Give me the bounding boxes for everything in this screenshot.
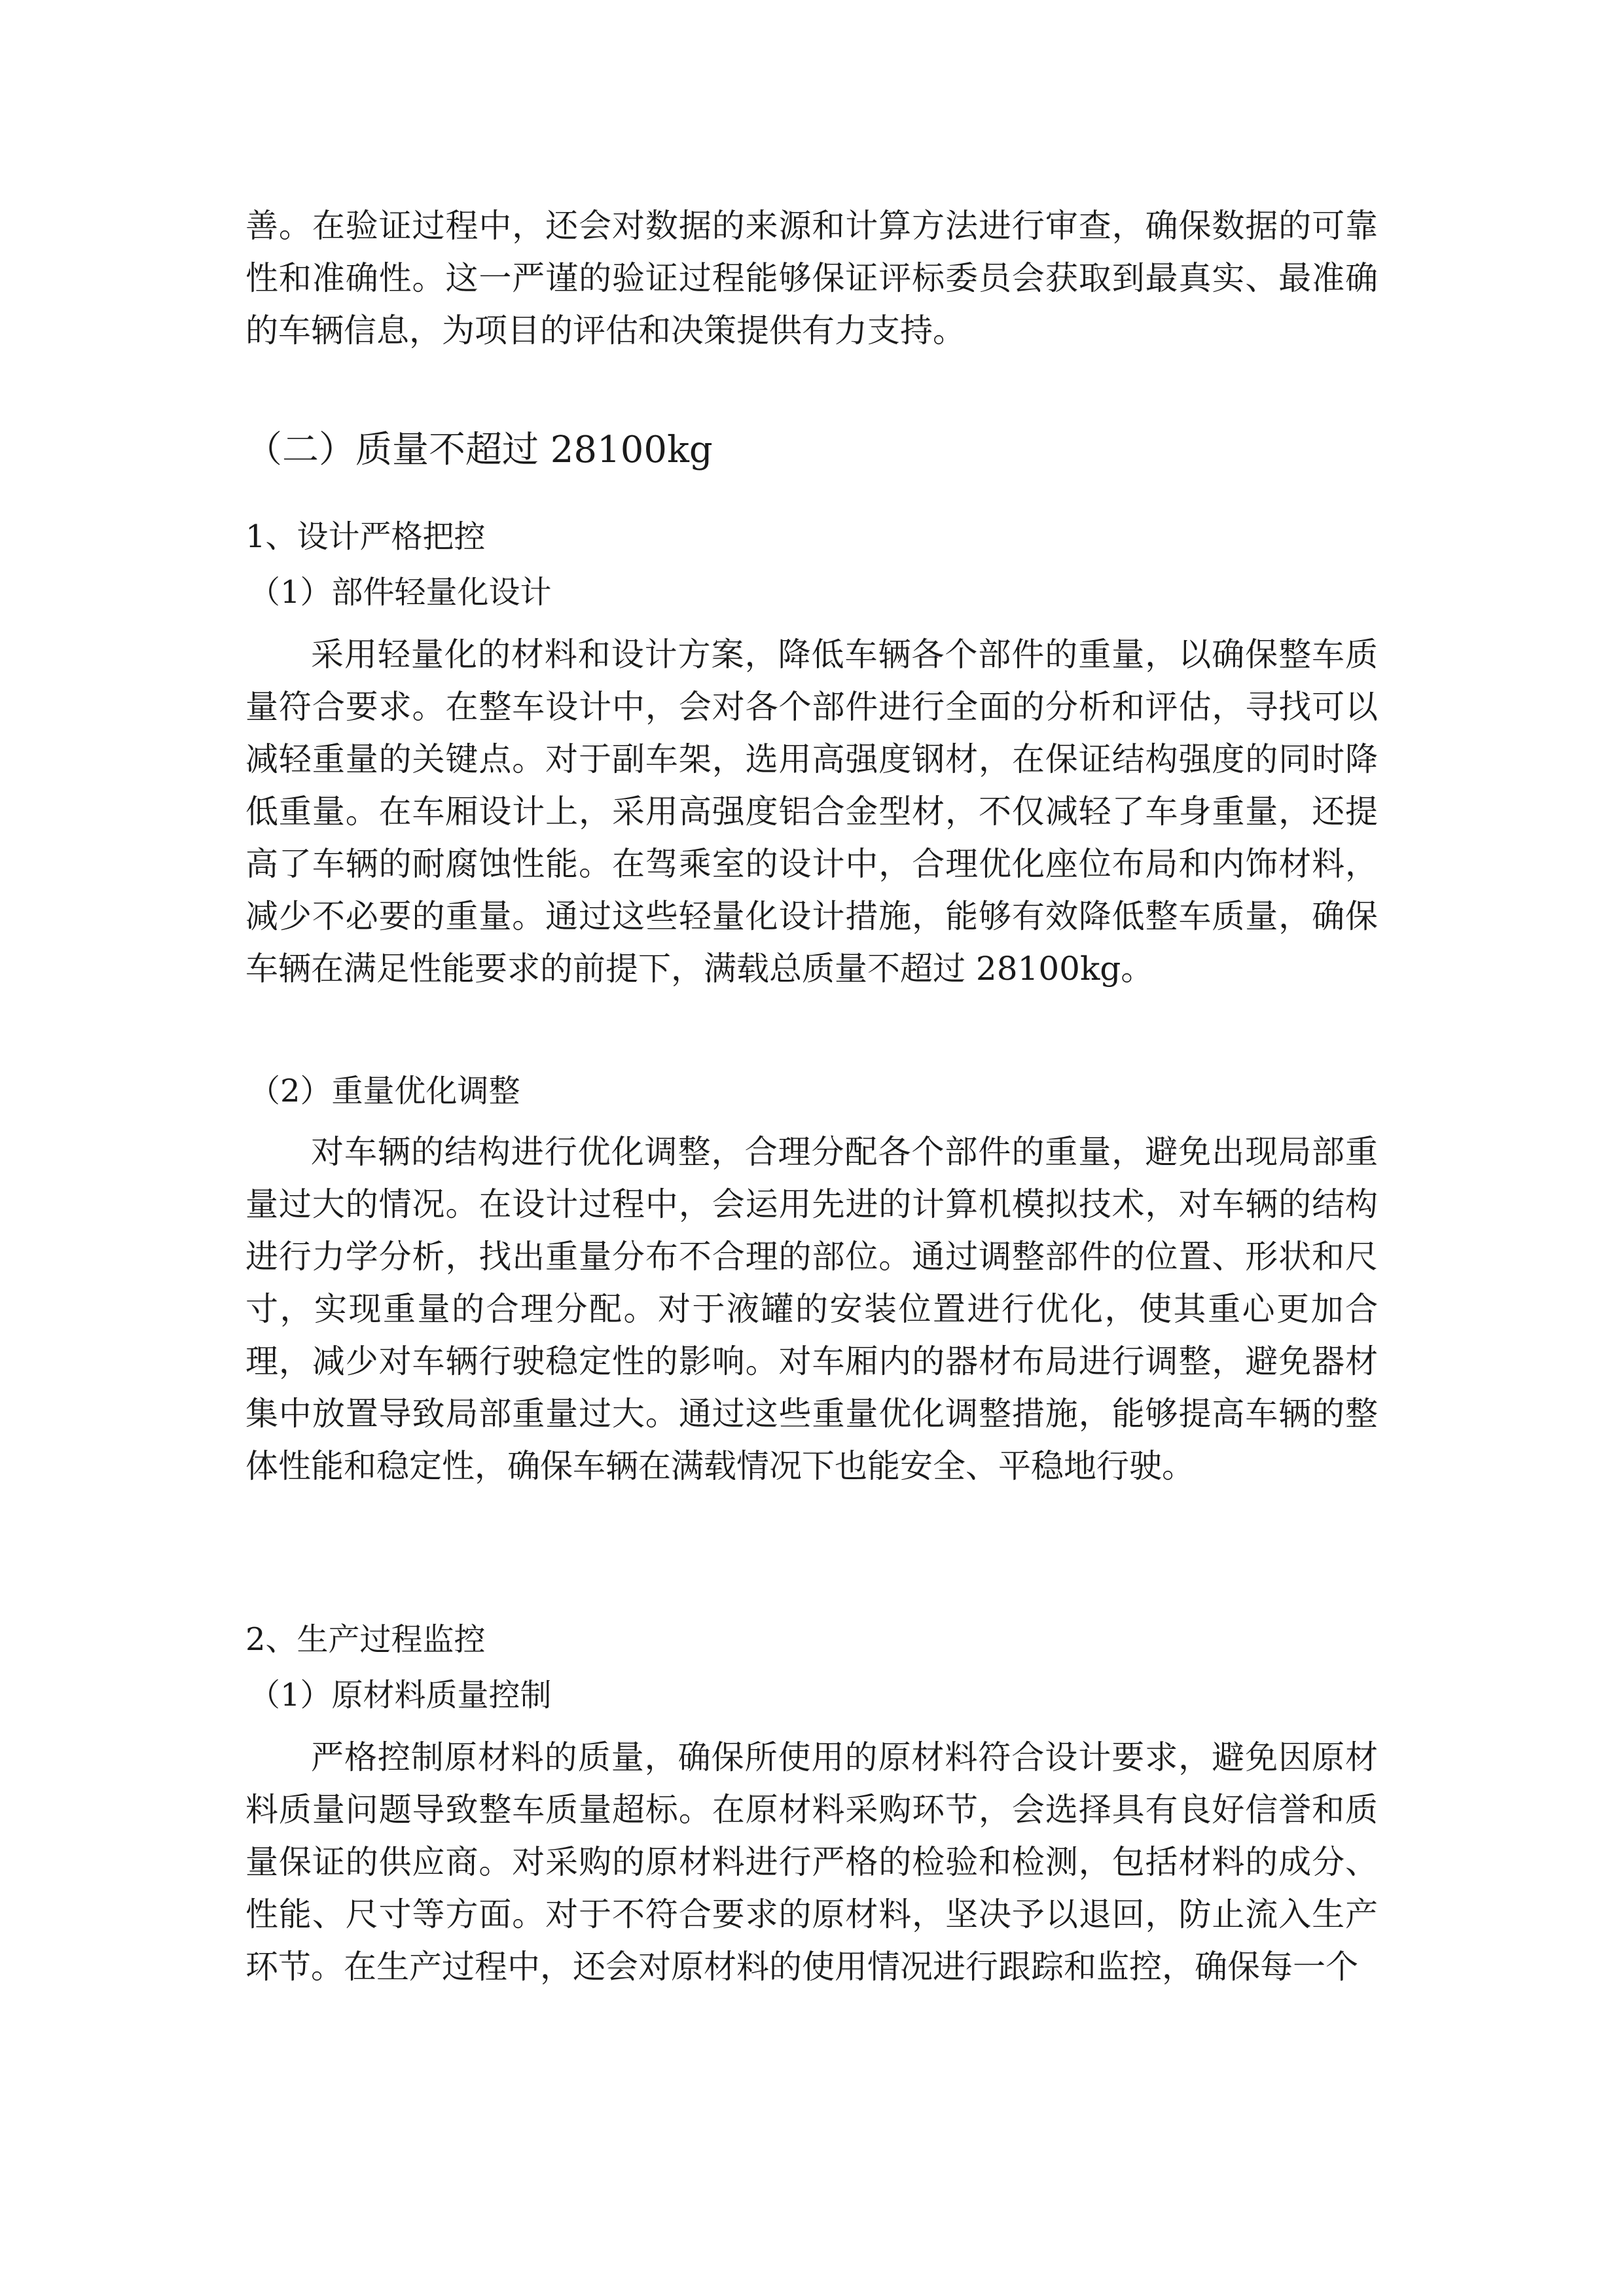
subsection-1-1-body: 采用轻量化的材料和设计方案，降低车辆各个部件的重量，以确保整车质量符合要求。在整车设计中，会对各个部件进行全面的分析和评估，寻找可以减轻重量的关键点。对于副车架，选用高强度钢材，在保证结构强度的同时降低重量。在车厢设计上，采用高强度铝合金型材，不仅减轻了车身重量，还提高了车辆的耐腐蚀性能。在驾乘室的设计中，合理优化座位布局和内饰材料，减少不必要的重量。通过这些轻量化设计措施，能够有效降低整车质量，确保车辆在满足性能要求的前提下，满载总质量不超过 28100kg。	[245, 636, 1378, 988]
intro-paragraph-block	[245, 200, 1378, 357]
subsection-1-2-body-block	[245, 1126, 1378, 1492]
subsection-2-1-body-block	[245, 1731, 1378, 1993]
subsection-2-1-title: （1）原材料质量控制	[249, 1677, 552, 1713]
section-title: （二）质量不超过 28100kg	[245, 429, 713, 471]
subsection-1-2-body: 对车辆的结构进行优化调整，合理分配各个部件的重量，避免出现局部重量过大的情况。在设计过程中，会运用先进的计算机模拟技术，对车辆的结构进行力学分析，找出重量分布不合理的部位。通过调整部件的位置、形状和尺寸，实现重量的合理分配。对于液罐的安装位置进行优化，使其重心更加合理，减少对车辆行驶稳定性的影响。对车厢内的器材布局进行调整，避免器材集中放置导致局部重量过大。通过这些重量优化调整措施，能够提高车辆的整体性能和稳定性，确保车辆在满载情况下也能安全、平稳地行驶。	[245, 1133, 1378, 1485]
subsection-1-1-body-block	[245, 628, 1378, 995]
subsection-1-2-title: （2）重量优化调整	[249, 1073, 520, 1109]
subsection-2-1-body: 严格控制原材料的质量，确保所使用的原材料符合设计要求，避免因原材料质量问题导致整车质量超标。在原材料采购环节，会选择具有良好信誉和质量保证的供应商。对采购的原材料进行严格的检验和检测，包括材料的成分、性能、尺寸等方面。对于不符合要求的原材料，坚决予以退回，防止流入生产环节。在生产过程中，还会对原材料的使用情况进行跟踪和监控，确保每一个	[245, 1738, 1378, 1986]
subsection-2-title: 2、生产过程监控	[245, 1621, 486, 1658]
subsection-1-title: 1、设计严格把控	[245, 518, 486, 555]
intro-paragraph: 善。在验证过程中，还会对数据的来源和计算方法进行审查，确保数据的可靠性和准确性。这一严谨的验证过程能够保证评标委员会获取到最真实、最准确的车辆信息，为项目的评估和决策提供有力支持。	[245, 207, 1378, 350]
subsection-1-1-title: （1）部件轻量化设计	[249, 574, 552, 611]
